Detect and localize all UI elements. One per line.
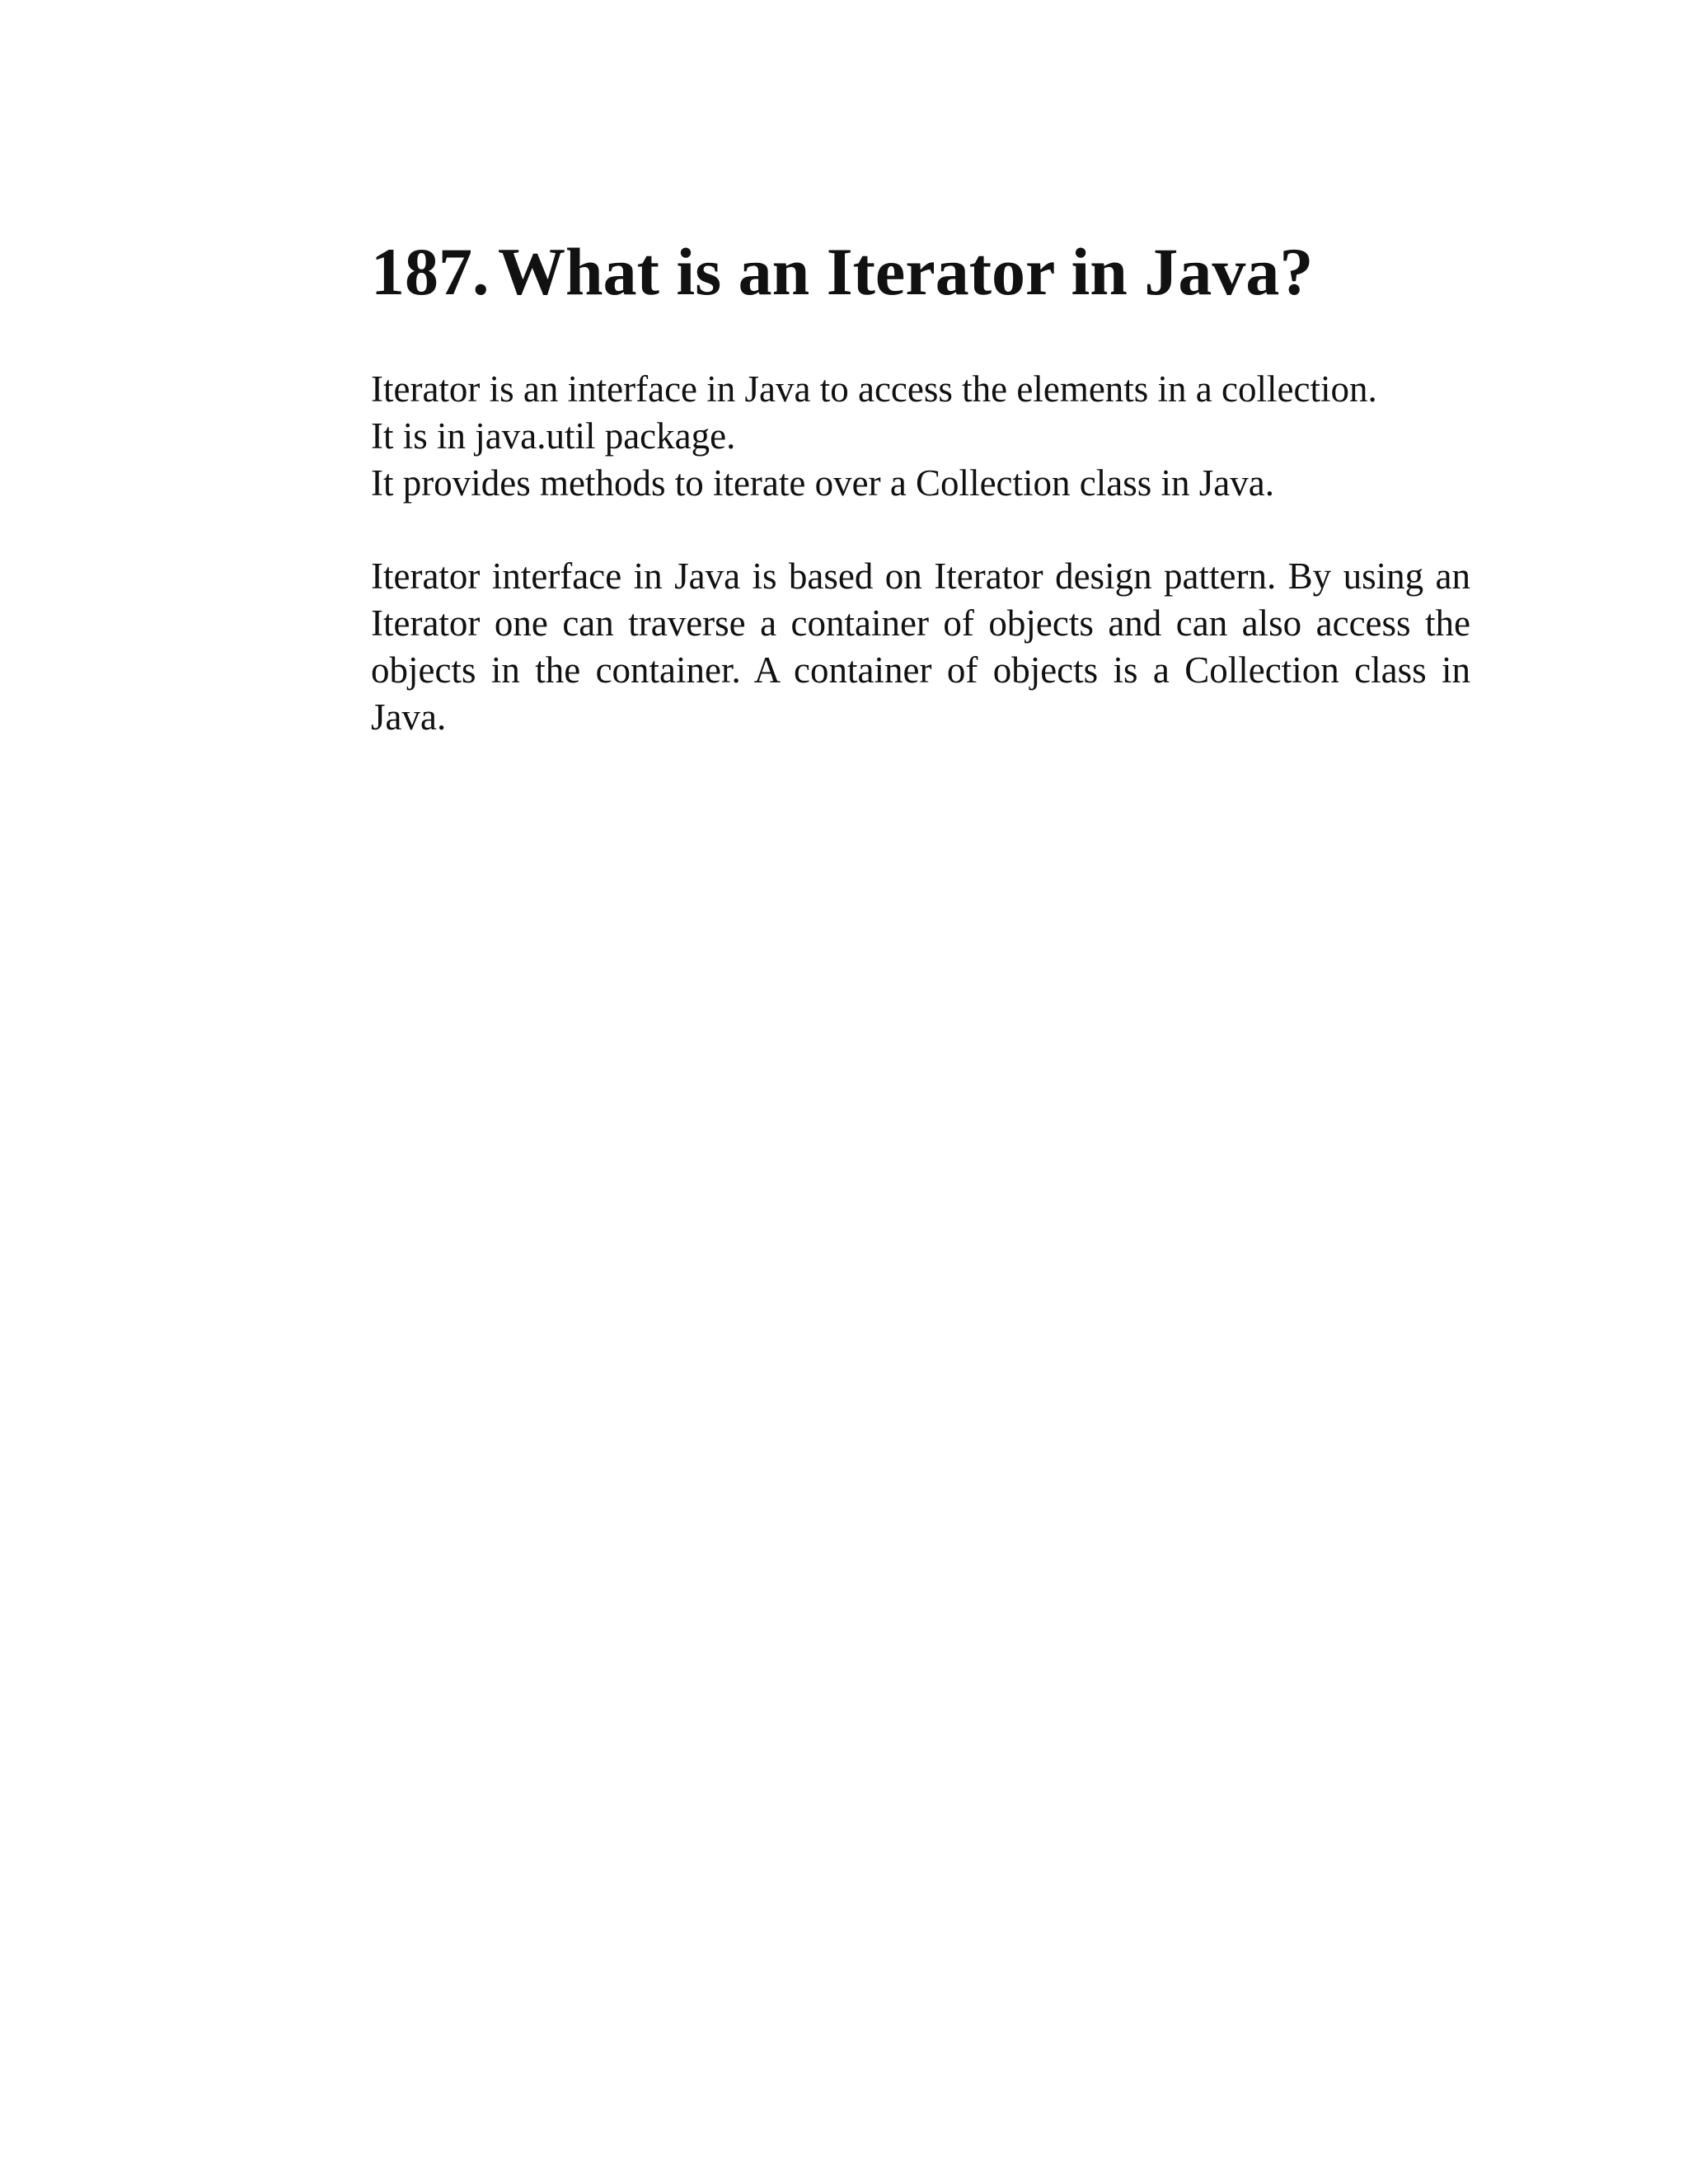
intro-paragraph xyxy=(371,366,1470,507)
design-pattern-paragraph: Iterator interface in Java is based on Iterator design pattern. By using an Iterator one can traverse a container of objects and can also access the objects in the container. A container of objects is a Collection class in Java. xyxy=(371,555,1470,738)
question-number: 187. xyxy=(371,234,490,309)
question-heading xyxy=(371,231,1470,313)
question-title: What is an Iterator in Java? xyxy=(498,234,1314,309)
intro-line-2: It is in java.util package. xyxy=(371,415,736,457)
intro-line-3: It provides methods to iterate over a Collection class in Java. xyxy=(371,462,1274,504)
intro-line-1: Iterator is an interface in Java to access the elements in a collection. xyxy=(371,368,1377,410)
document-content xyxy=(371,231,1470,741)
